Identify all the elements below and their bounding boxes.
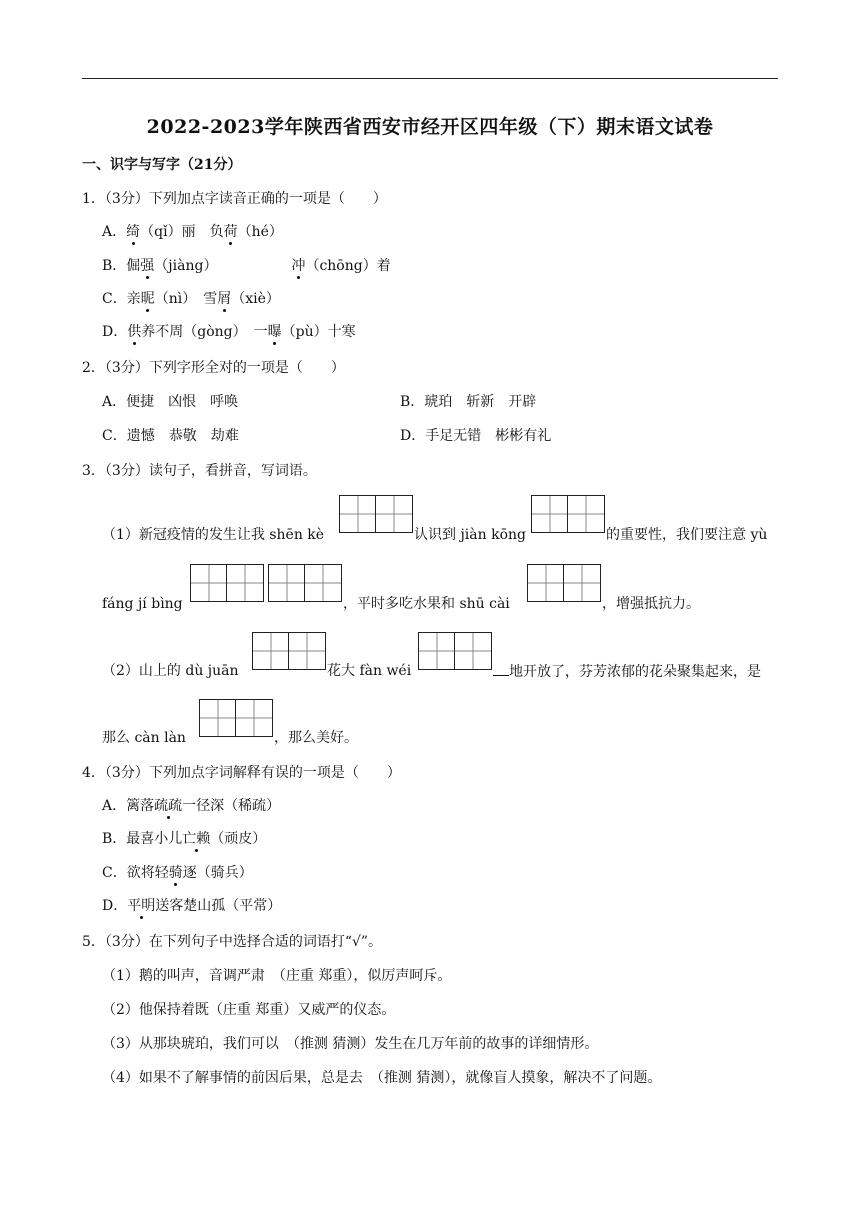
q5-sentence-4: （4）如果不了解事情的前因后果，总是去 （推测 猜测），就像盲人摸象，解决不了问题。 bbox=[102, 1070, 662, 1086]
q3-text: （1）新冠疫情的发生让我 shēn kè bbox=[102, 527, 325, 543]
q1-option-c: C．亲昵（nì） 雪屑（xiè） bbox=[102, 291, 280, 307]
q3-text: ，那么美好。 bbox=[274, 730, 358, 746]
q4-option-c: C．欲将轻骑逐（骑兵） bbox=[102, 865, 253, 881]
section-heading: 一、识字与写字（21分） bbox=[82, 157, 242, 173]
q4-option-d: D．平明送客楚山孤（平常） bbox=[102, 898, 282, 914]
q3-text: ，平时多吃水果和 shū cài bbox=[343, 596, 510, 612]
q2-option-d: D．手足无错 彬彬有礼 bbox=[400, 428, 552, 444]
q5-sentence-1: （1）鹅的叫声，音调严肃 （庄重 郑重），似厉声呵斥。 bbox=[102, 968, 452, 984]
q4-stem: 4．（3分）下列加点字词解释有误的一项是（ ） bbox=[82, 765, 401, 781]
q2-option-a: A．便捷 凶恨 呼唤 bbox=[102, 394, 239, 410]
q4-option-b: B．最喜小儿亡赖（顽皮） bbox=[102, 831, 267, 847]
q5-sentence-3: （3）从那块琥珀，我们可以 （推测 猜测）发生在几万年前的故事的详细情形。 bbox=[102, 1036, 599, 1052]
q5-sentence-2: （2）他保持着既（庄重 郑重）又威严的仪态。 bbox=[102, 1002, 396, 1018]
q2-option-b: B．琥珀 斩新 开辟 bbox=[400, 394, 537, 410]
writing-grid[interactable] bbox=[418, 632, 492, 670]
writing-grid[interactable] bbox=[531, 495, 605, 533]
q3-text: fáng jí bìng bbox=[102, 596, 183, 612]
q3-text: ，增强抵抗力。 bbox=[602, 596, 700, 612]
header-rule bbox=[82, 78, 778, 79]
q3-text: 认识到 jiàn kōng bbox=[414, 527, 526, 543]
writing-grid[interactable] bbox=[339, 495, 413, 533]
q3-text: 花大 fàn wéi bbox=[327, 663, 412, 679]
writing-grid[interactable] bbox=[199, 699, 273, 737]
q3-text: 的重要性，我们要注意 yù bbox=[606, 527, 768, 543]
q3-text: 那么 càn làn bbox=[102, 730, 186, 746]
q4-option-a: A．篱落疏疏一径深（稀疏） bbox=[102, 798, 281, 814]
q2-stem: 2．（3分）下列字形全对的一项是（ ） bbox=[82, 360, 345, 376]
writing-grid[interactable] bbox=[527, 564, 601, 602]
writing-grid[interactable] bbox=[190, 564, 264, 602]
writing-grid[interactable] bbox=[252, 632, 326, 670]
q3-text: 地开放了，芬芳浓郁的花朵聚集起来，是 bbox=[493, 661, 761, 682]
q3-text: （2）山上的 dù juān bbox=[102, 663, 239, 679]
q5-stem: 5．（3分）在下列句子中选择合适的词语打“√”。 bbox=[82, 934, 383, 950]
q1-option-d: D．供养不周（gòng） 一曝（pù）十寒 bbox=[102, 324, 356, 340]
q2-option-c: C．遗憾 恭敬 劫难 bbox=[102, 428, 239, 444]
q1-option-a: A．绮（qǐ）丽 负荷（hé） bbox=[102, 224, 283, 240]
q3-stem: 3．（3分）读句子，看拼音，写词语。 bbox=[82, 463, 317, 479]
q1-stem: 1．（3分）下列加点字读音正确的一项是（ ） bbox=[82, 191, 387, 207]
writing-grid[interactable] bbox=[268, 564, 342, 602]
q1-option-b: B．倔强（jiàng） 冲（chōng）着 bbox=[102, 258, 391, 274]
page-title: 2022-2023学年陕西省西安市经开区四年级（下）期末语文试卷 bbox=[146, 116, 714, 138]
